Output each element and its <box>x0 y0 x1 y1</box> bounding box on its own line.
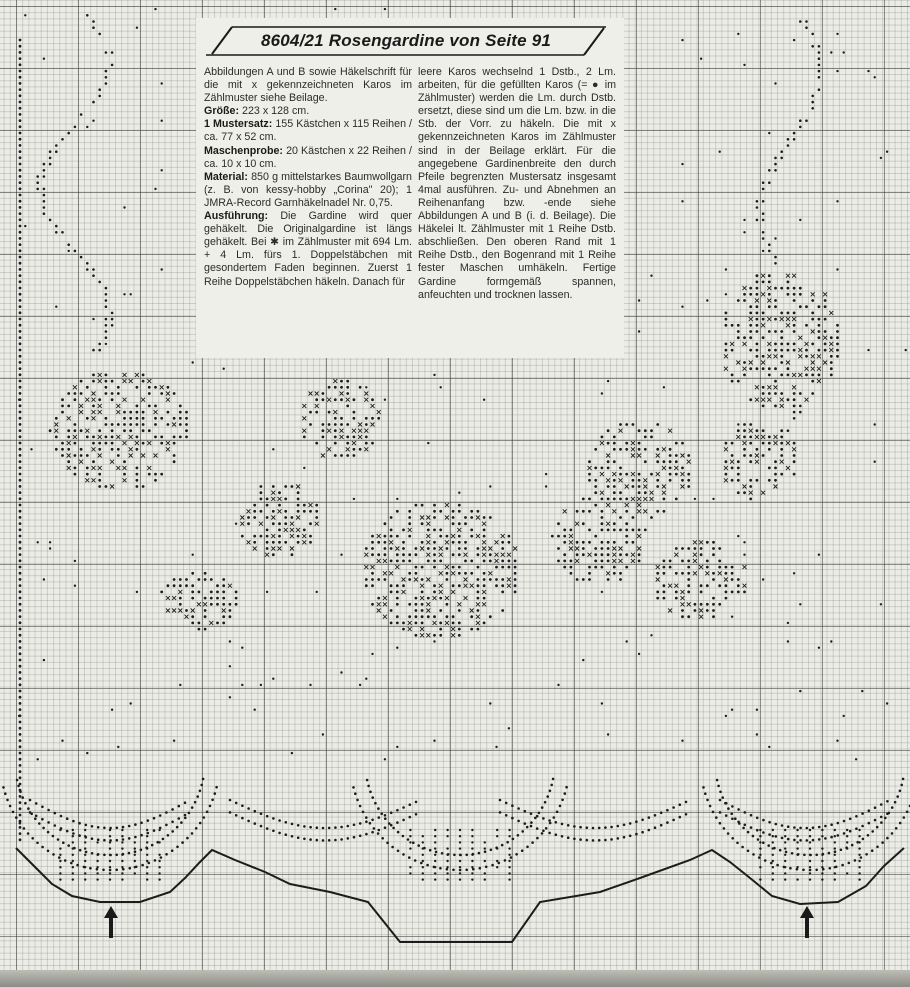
page-bottom-edge <box>0 970 910 987</box>
material-label: Material: <box>204 170 248 183</box>
arrow-up-icon <box>799 906 815 938</box>
method-label: Ausführung: <box>204 210 269 223</box>
instructions-right-column <box>418 66 616 302</box>
method-value: Die Gardine wird quer gehäkelt. Die Originalgardine ist längs gehäkelt. Bei ✱ im Zählmuster mit 694 Lm. + 4 Lm. fürs 1. Doppelstäbchen mit gesondertem Faden beginnen. Zuerst 1 Reihe Doppelstäbchen häkeln. Danach für <box>204 210 412 288</box>
pattern-repeat-label: 1 Mustersatz: <box>204 118 273 131</box>
instructions-left-column <box>204 66 412 289</box>
gauge-value: 20 Kästchen x 22 Reihen / ca. 10 x 10 cm. <box>204 144 412 170</box>
size-value: 223 x 128 cm. <box>242 105 310 118</box>
pattern-repeat-value: 155 Kästchen x 115 Reihen / ca. 77 x 52 cm. <box>204 118 412 144</box>
intro-text: Abbildungen A und B sowie Häkelschrift für die mit x gekennzeichneten Karos im Zählmuster siehe Beilage. <box>204 66 412 105</box>
gauge-label: Maschenprobe: <box>204 144 283 157</box>
page-title: 8604/21 Rosengardine von Seite 91 <box>260 31 552 50</box>
instruction-panel <box>196 18 624 358</box>
size-label: Größe: <box>204 105 240 118</box>
title-banner <box>206 24 606 58</box>
continuation-text: leere Karos wechselnd 1 Dstb., 2 Lm. arbeiten, für die gefüllten Karos (= ● im Zählmuster) werden die Lm. durch Dstb. ersetzt, diese sind um die Lm. bzw. in die Stb. der Vorr. zu häkeln. Die mit x gekennzeichneten Karos im Zählmuster sind in der Beilage erklärt. Für die angegebene Gardinenbreite den durch Pfeile begrenzten Mustersatz insgesamt 4mal ausführen. Zu- und Abnehmen an Reihenanfang bzw. -ende siehe Abbildungen A und B (i. d. Beilage). Die Häkelei lt. Zählmuster mit 1 Reihe Dstb. abschließen. Den oberen Rand mit 1 Reihe Dstb., den Bogenrand mit 1 Reihe fester Maschen umhäkeln. Fertige Gardine formgemäß spannen, anfeuchten und trocknen lassen. <box>418 66 616 301</box>
arrow-up-icon <box>103 906 119 938</box>
material-value: 850 g mittelstarkes Baumwollgarn (z. B. von kessy-hobby „Corina" 20); 1 JMRA-Record Garnhäkelnadel Nr. 0,75. <box>204 170 412 209</box>
